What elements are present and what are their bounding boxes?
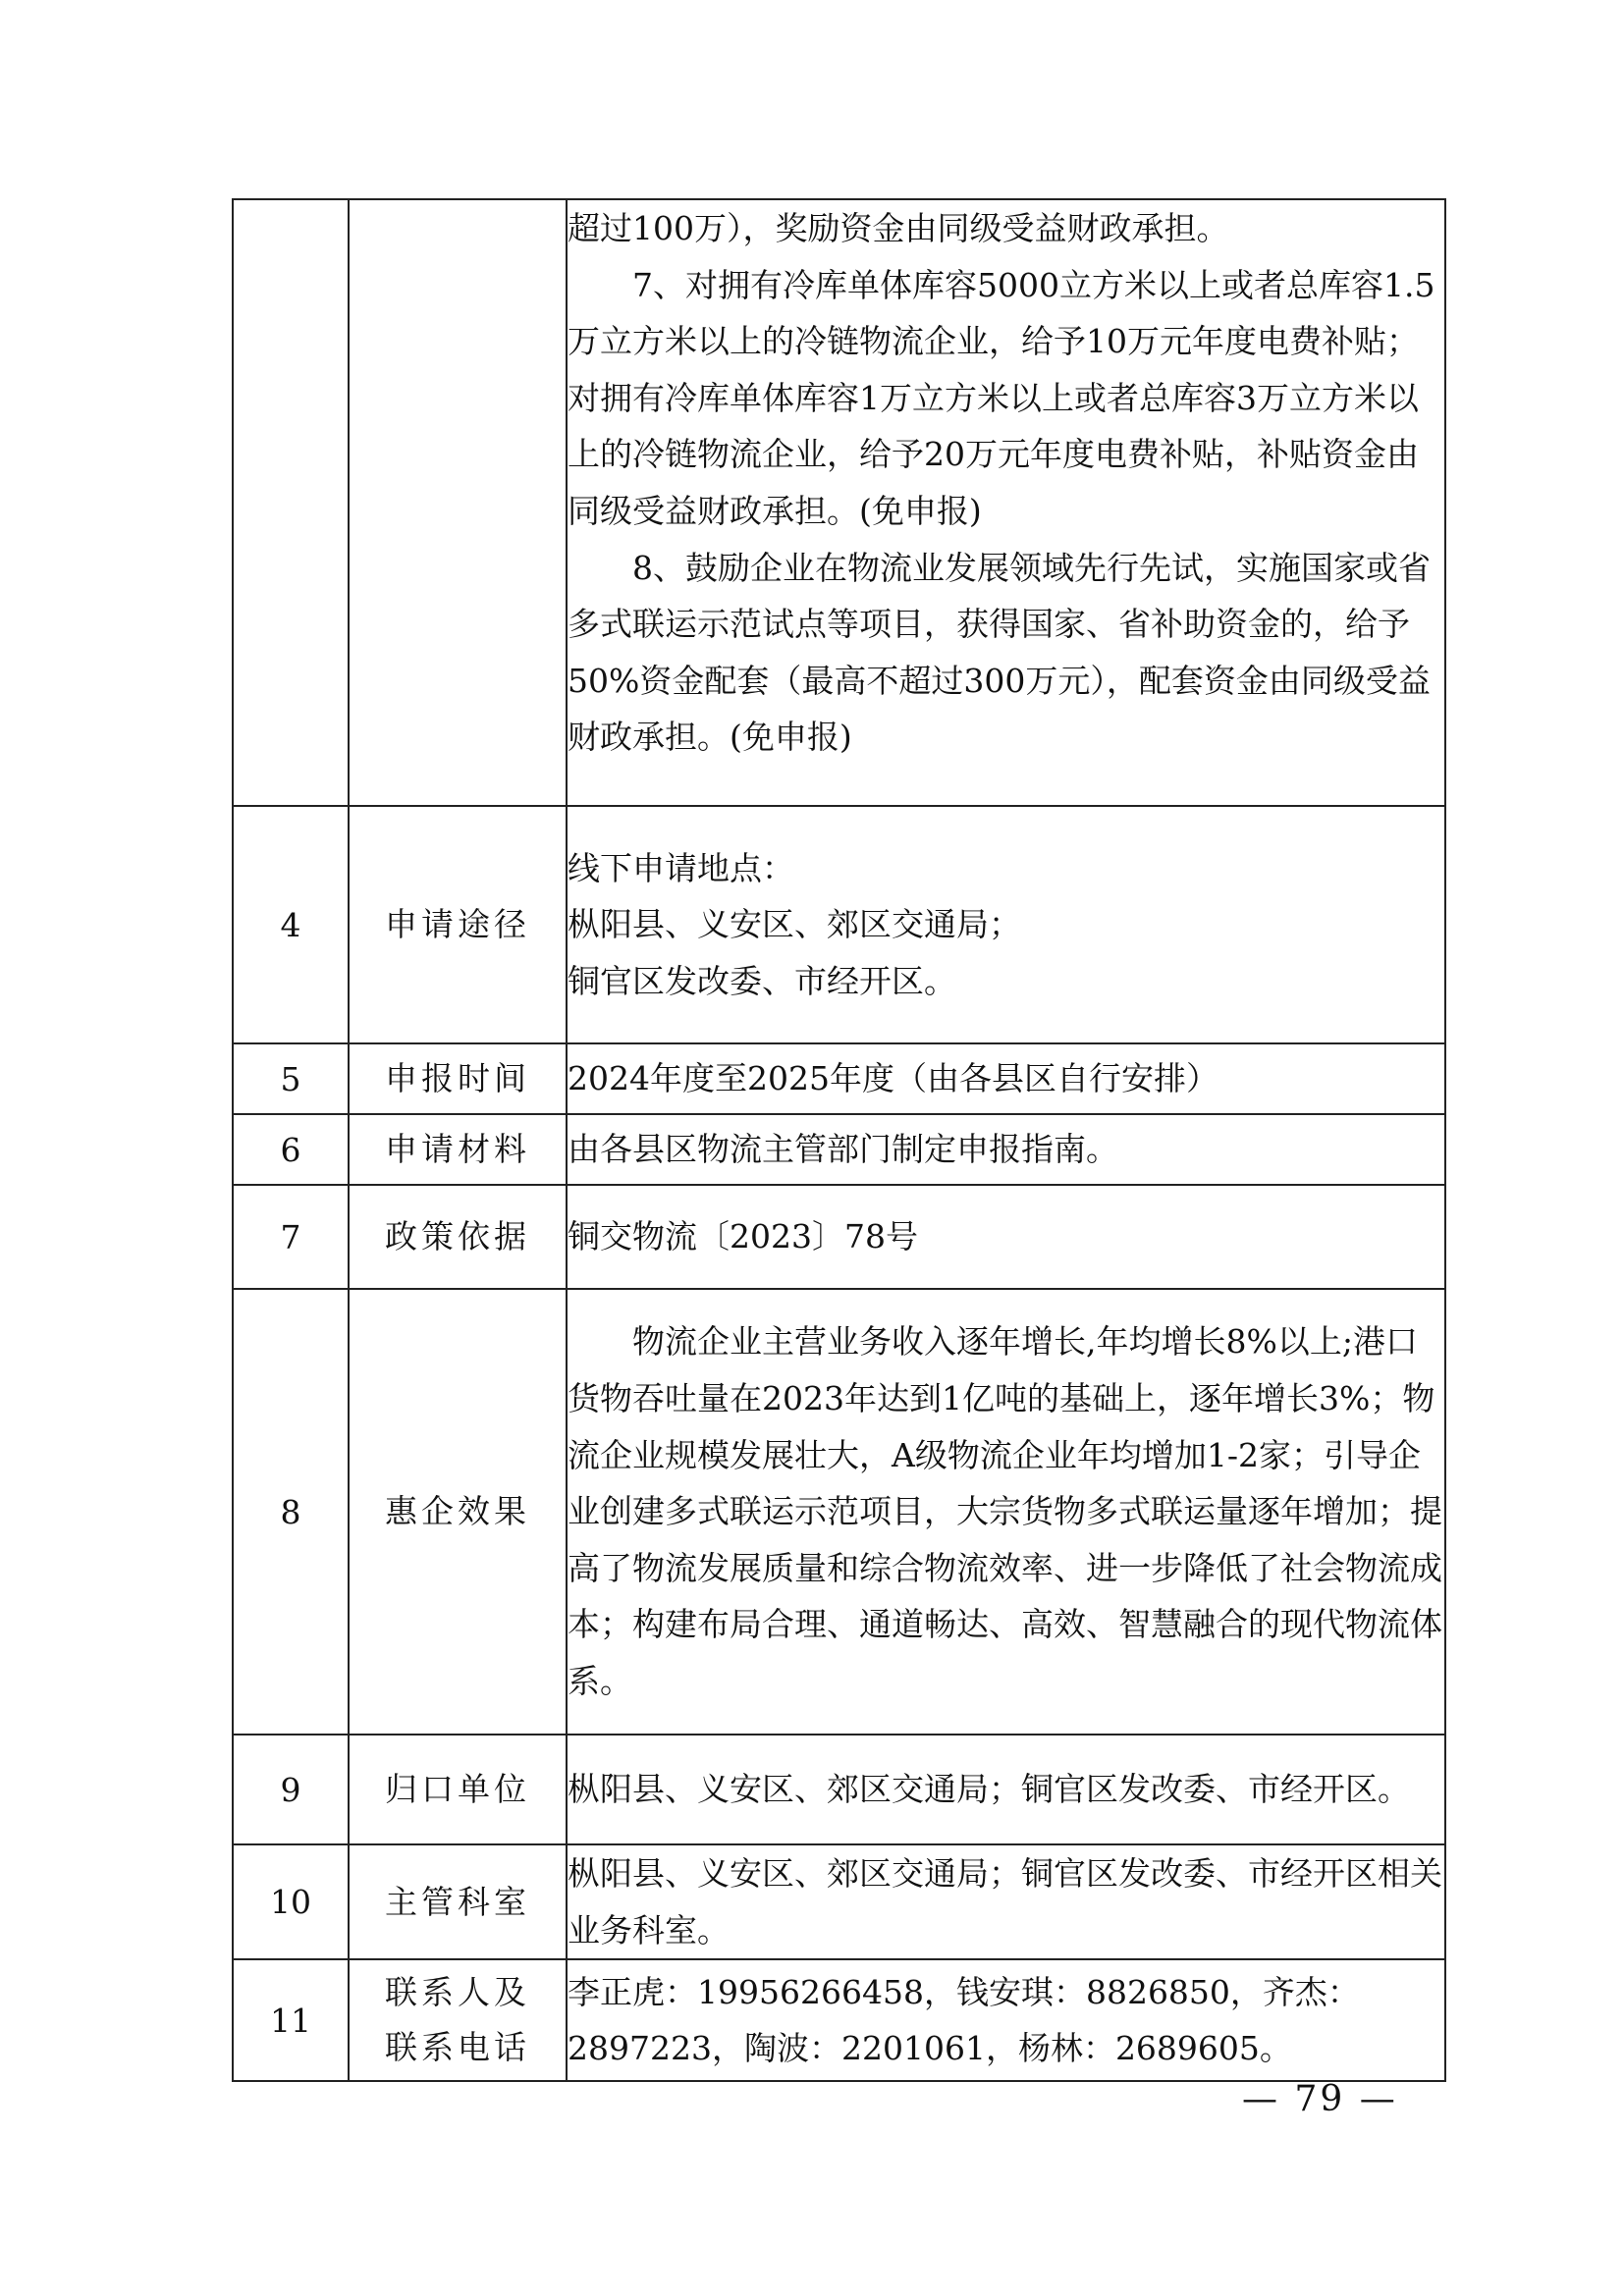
content-line: 枞阳县、义安区、郊区交通局； bbox=[568, 905, 1021, 944]
row-label: 申请途径 bbox=[349, 806, 567, 1043]
row-number: 8 bbox=[233, 1289, 349, 1735]
table-row bbox=[233, 1114, 1445, 1185]
content-paragraph: 8、鼓励企业在物流业发展领域先行先试，实施国家或省多式联运示范试点等项目，获得国家、省补助资金的，给予50%资金配套（最高不超过300万元），配套资金由同级受益财政承担。(免申报) bbox=[568, 548, 1431, 757]
row-content: 2024年度至2025年度（由各县区自行安排） bbox=[567, 1043, 1445, 1114]
row-content: 由各县区物流主管部门制定申报指南。 bbox=[567, 1114, 1445, 1185]
row-number: 4 bbox=[233, 806, 349, 1043]
page-number: — 79 — bbox=[1242, 2079, 1398, 2119]
row-number: 11 bbox=[233, 1959, 349, 2081]
policy-table bbox=[232, 198, 1446, 2082]
table-row bbox=[233, 1043, 1445, 1114]
row-number: 7 bbox=[233, 1185, 349, 1289]
row-label: 申请材料 bbox=[349, 1114, 567, 1185]
content-paragraph: 7、对拥有冷库单体库容5000立方米以上或者总库容1.5万立方米以上的冷链物流企业，给予10万元年度电费补贴；对拥有冷库单体库容1万立方米以上或者总库容3万立方米以上的冷链物流企业，给予20万元年度电费补贴，补贴资金由同级受益财政承担。(免申报) bbox=[568, 265, 1435, 530]
row-label-line: 联系电话 bbox=[385, 2028, 530, 2067]
content-paragraph: 超过100万），奖励资金由同级受益财政承担。 bbox=[568, 209, 1229, 247]
table-row bbox=[233, 1735, 1445, 1844]
table-row-continuation bbox=[233, 199, 1445, 806]
row-number: 6 bbox=[233, 1114, 349, 1185]
row-content: 铜交物流〔2023〕78号 bbox=[567, 1185, 1445, 1289]
row-label: 政策依据 bbox=[349, 1185, 567, 1289]
row-number: 5 bbox=[233, 1043, 349, 1114]
row-number: 10 bbox=[233, 1844, 349, 1959]
row-content: 枞阳县、义安区、郊区交通局；铜官区发改委、市经开区相关业务科室。 bbox=[567, 1844, 1445, 1959]
row-label: 主管科室 bbox=[349, 1844, 567, 1959]
row-label: 惠企效果 bbox=[349, 1289, 567, 1735]
row-label-cell bbox=[349, 199, 567, 806]
content-line: 铜官区发改委、市经开区。 bbox=[568, 961, 956, 1000]
row-content: 物流企业主营业务收入逐年增长,年均增长8%以上;港口货物吞吐量在2023年达到1亿吨的基础上，逐年增长3%；物流企业规模发展壮大，A级物流企业年均增加1-2家；引导企业创建多式联运示范项目，大宗货物多式联运量逐年增加；提高了物流发展质量和综合物流效率、进一步降低了社会物流成本；构建布局合理、通道畅达、高效、智慧融合的现代物流体系。 bbox=[567, 1289, 1445, 1735]
row-label: 归口单位 bbox=[349, 1735, 567, 1844]
table-row bbox=[233, 1844, 1445, 1959]
table-row bbox=[233, 1289, 1445, 1735]
table-row bbox=[233, 1959, 1445, 2081]
row-content bbox=[567, 806, 1445, 1043]
row-label bbox=[349, 1959, 567, 2081]
row-number: 9 bbox=[233, 1735, 349, 1844]
table-row bbox=[233, 1185, 1445, 1289]
row-number-cell bbox=[233, 199, 349, 806]
row-label-line: 联系人及 bbox=[385, 1973, 530, 2012]
row-label: 申报时间 bbox=[349, 1043, 567, 1114]
row-content: 李正虎：19956266458，钱安琪：8826850，齐杰：2897223，陶波：2201061，杨林：2689605。 bbox=[567, 1959, 1445, 2081]
table-row bbox=[233, 806, 1445, 1043]
content-line: 线下申请地点： bbox=[568, 848, 794, 887]
row-content-cell bbox=[567, 199, 1445, 806]
row-content: 枞阳县、义安区、郊区交通局；铜官区发改委、市经开区。 bbox=[567, 1735, 1445, 1844]
